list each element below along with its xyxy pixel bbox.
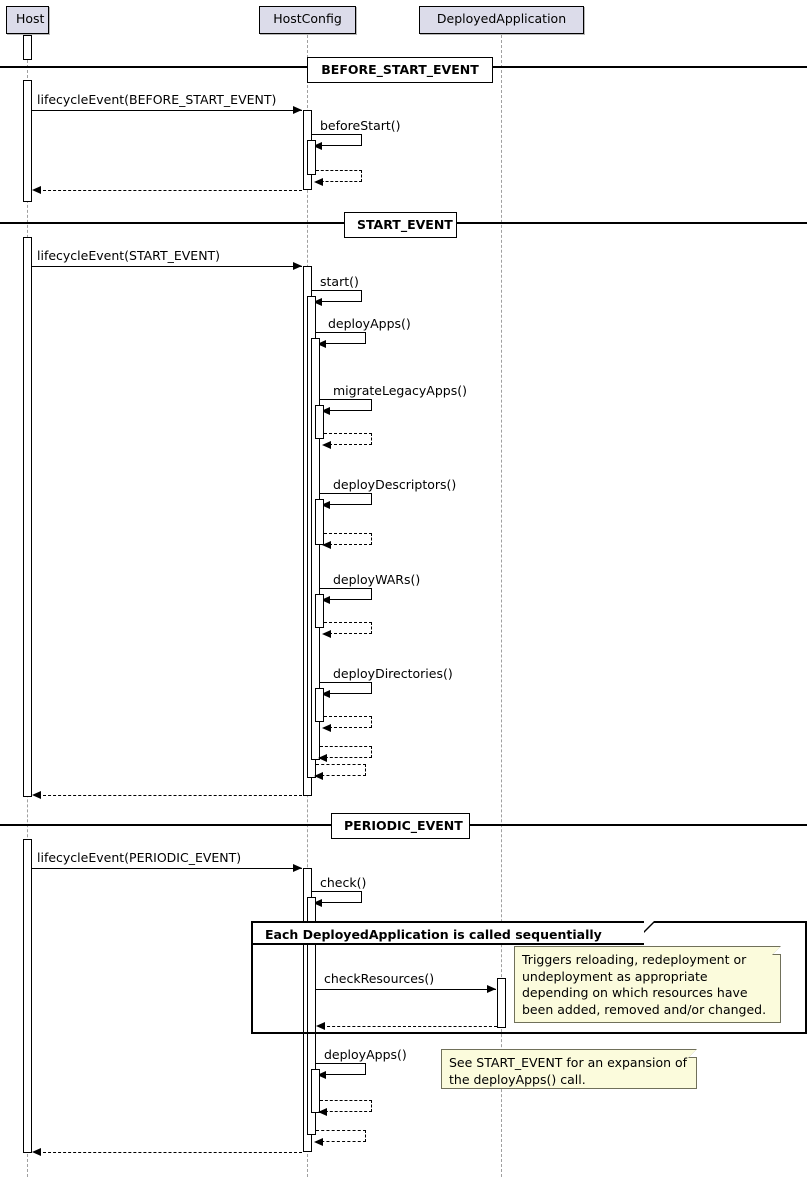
activation-deployedapplication [497, 978, 506, 1028]
message-label-m2: beforeStart() [320, 118, 401, 133]
message-label-m6: migrateLegacyApps() [333, 383, 467, 398]
group-sequential-tab [251, 921, 644, 945]
message-arrow-m3 [293, 262, 302, 270]
activation-hostconfig-deploydirectories [315, 688, 324, 722]
participant-deployedapplication[interactable] [419, 6, 584, 34]
activation-host-periodic [23, 839, 32, 1153]
activation-hostconfig-beforestart-inner [307, 140, 316, 175]
message-arrow-return-m1 [32, 186, 41, 194]
participant-hostconfig[interactable] [259, 6, 356, 34]
message-line-m1 [32, 110, 302, 111]
message-arrow-m12 [487, 985, 496, 993]
divider-start [344, 212, 457, 238]
message-selfreturn-m4 [316, 764, 366, 776]
message-selfreturn-m13 [320, 1100, 372, 1112]
message-line-return-m12 [322, 1026, 497, 1027]
participant-deployedapplication-label: DeployedApplication [436, 11, 567, 26]
message-label-m13: deployApps() [324, 1047, 407, 1062]
note-deployapps-fold-inner [689, 1049, 697, 1057]
message-arrow-return-m12 [316, 1022, 325, 1030]
group-sequential-corner-inner [644, 921, 654, 931]
message-arrow-return-m7 [322, 541, 331, 549]
message-arrow-m10 [293, 864, 302, 872]
activation-hostconfig-deployapps-periodic [311, 1069, 320, 1113]
divider-periodic [331, 813, 470, 839]
divider-periodic-label: PERIODIC_EVENT [344, 818, 463, 833]
activation-host-start [23, 237, 32, 797]
message-label-m8: deployWARs() [333, 572, 421, 587]
message-label-m3: lifecycleEvent(START_EVENT) [37, 248, 221, 263]
activation-hostconfig-deploywars [315, 594, 324, 628]
message-arrow-return-m4 [314, 772, 323, 780]
note-deployapps [441, 1049, 697, 1089]
message-label-m12: checkResources() [324, 971, 435, 986]
message-line-return-m10 [38, 1152, 302, 1153]
message-line-return-m3 [38, 795, 302, 796]
message-selfreturn-m8 [324, 622, 372, 634]
message-label-m4: start() [320, 274, 359, 289]
message-arrow-m1 [293, 106, 302, 114]
message-arrow-return-m2 [314, 178, 323, 186]
message-arrow-return-m6 [322, 441, 331, 449]
message-selfreturn-m5 [320, 746, 372, 758]
message-label-m10: lifecycleEvent(PERIODIC_EVENT) [37, 850, 242, 865]
divider-before-start [307, 57, 493, 83]
message-arrow-return-m10 [32, 1148, 41, 1156]
message-line-m12 [316, 989, 496, 990]
divider-before-start-label: BEFORE_START_EVENT [321, 62, 479, 77]
message-selfreturn-m7 [324, 533, 372, 545]
message-arrow-return-m8 [322, 630, 331, 638]
message-selfreturn-m11 [316, 1130, 366, 1142]
activation-hostconfig-migratelegacy [315, 405, 324, 439]
message-label-m5: deployApps() [328, 316, 411, 331]
activation-hostconfig-deploydescriptors [315, 499, 324, 545]
message-arrow-return-m3 [32, 791, 41, 799]
note-checkresources-fold-inner [773, 946, 781, 954]
message-label-m7: deployDescriptors() [333, 477, 457, 492]
message-line-m10 [32, 868, 302, 869]
message-selfreturn-m9 [324, 716, 372, 728]
participant-hostconfig-label: HostConfig [273, 11, 342, 26]
divider-start-label: START_EVENT [357, 217, 453, 232]
message-line-return-m1 [38, 190, 302, 191]
activation-host-before-start [23, 80, 32, 202]
activation-host-initial [23, 35, 32, 60]
participant-host-label: Host [16, 11, 45, 26]
message-arrow-return-m13 [318, 1108, 327, 1116]
note-deployapps-text: See START_EVENT for an expansion of the deployApps() call. [449, 1055, 688, 1087]
message-arrow-return-m9 [322, 724, 331, 732]
group-sequential-label: Each DeployedApplication is called sequentially [265, 927, 602, 942]
message-label-m1: lifecycleEvent(BEFORE_START_EVENT) [37, 92, 277, 107]
message-label-m9: deployDirectories() [333, 666, 453, 681]
message-label-m11: check() [320, 875, 367, 890]
participant-host[interactable] [6, 6, 49, 34]
message-selfreturn-m6 [324, 433, 372, 445]
message-line-m3 [32, 266, 302, 267]
message-arrow-return-m11 [314, 1138, 323, 1146]
note-checkresources-text: Triggers reloading, redeployment or undeployment as appropriate depending on which resources have been added, removed and/or changed. [522, 952, 767, 1017]
note-checkresources [514, 946, 781, 1023]
message-arrow-return-m5 [318, 754, 327, 762]
